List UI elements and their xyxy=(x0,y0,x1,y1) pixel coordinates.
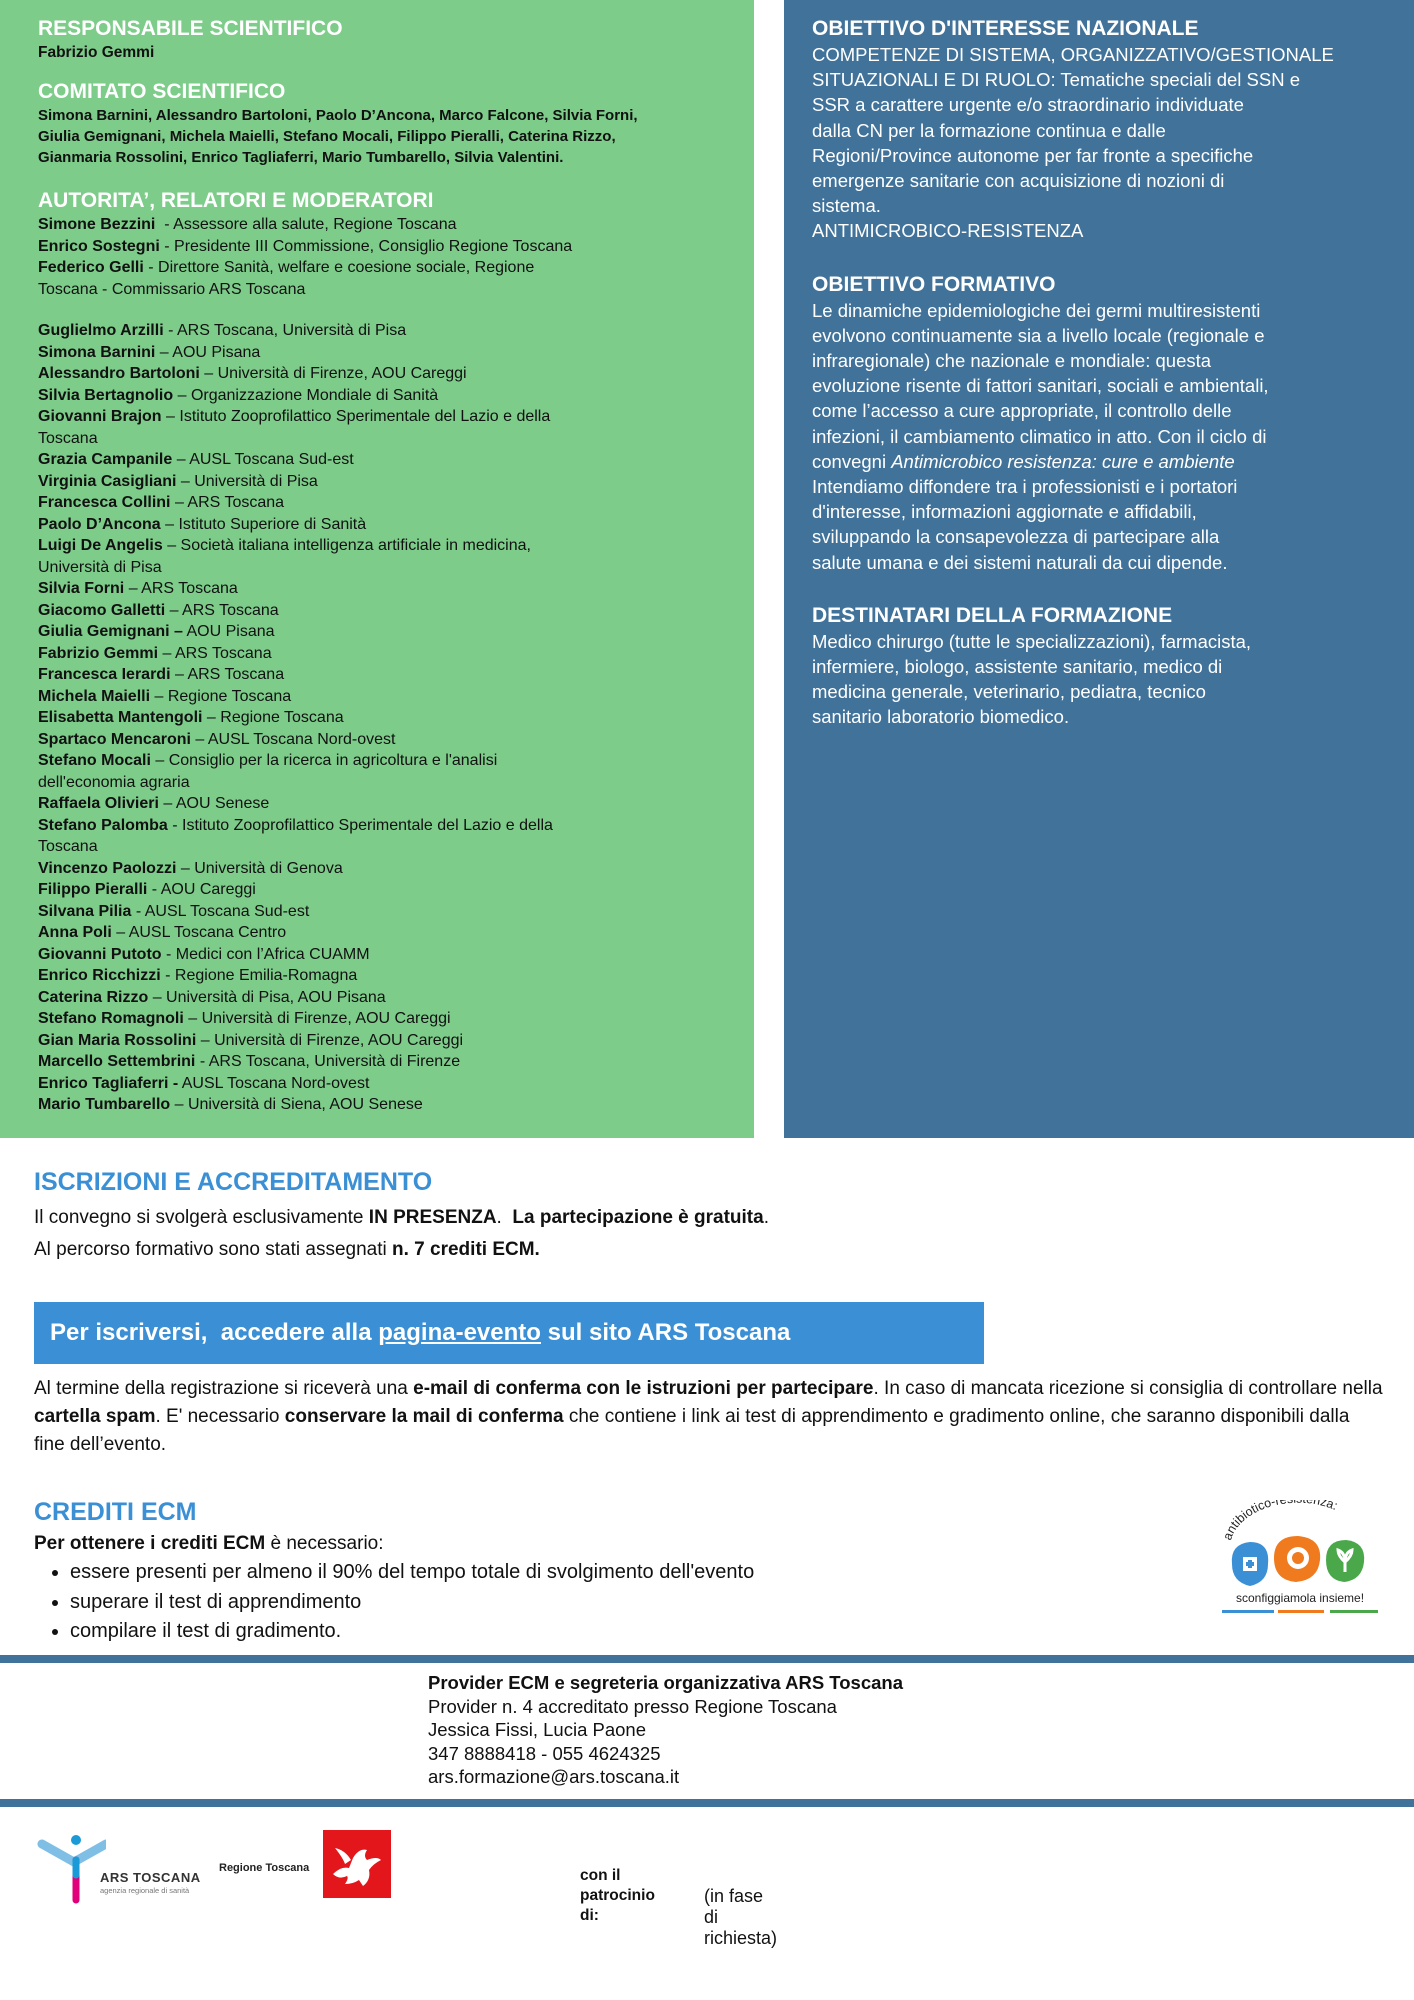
right-panel xyxy=(812,16,1392,730)
text-line: SSR a carattere urgente e/o straordinario individuate xyxy=(812,94,1244,116)
person-name: Virginia Casigliani xyxy=(38,472,177,490)
list-item xyxy=(38,664,738,686)
list-item xyxy=(38,342,738,364)
pagina-evento-link[interactable]: pagina-evento xyxy=(378,1319,541,1346)
separator: – xyxy=(176,859,195,877)
text-line: infermiere, biologo, assistente sanitario, medico di xyxy=(812,656,1223,678)
person-name: Mario Tumbarello xyxy=(38,1096,171,1113)
list-item xyxy=(38,944,738,966)
svg-text:sconfiggiamola insieme!: sconfiggiamola insieme! xyxy=(1235,1591,1365,1605)
person-name: Guglielmo Arzilli xyxy=(38,322,164,339)
person-role: Società italiana intelligenza artificiale in medicina, xyxy=(180,537,531,554)
person-name: Silvia Bertagnolio xyxy=(38,386,174,404)
person-role: Assessore alla salute, Regione Toscana xyxy=(173,216,457,233)
person-role: Regione Toscana xyxy=(167,687,292,705)
text-line: Regioni/Province autonome per far fronte a specifiche xyxy=(812,144,1254,166)
list-item xyxy=(38,514,738,536)
separator: – xyxy=(170,494,188,511)
badge-logo-icon xyxy=(1210,1500,1390,1625)
list-item xyxy=(38,257,738,279)
text-line: SITUAZIONALI E DI RUOLO: Tematiche speciali del SSN e xyxy=(812,69,1301,91)
obiettivo-formativo-convegni-line xyxy=(812,449,1392,474)
list-item xyxy=(38,815,738,837)
separator: - xyxy=(195,1053,209,1070)
destinatari-text xyxy=(812,629,1392,730)
list-item xyxy=(38,858,738,880)
separator: – xyxy=(173,386,191,404)
list-item xyxy=(38,922,738,944)
person-name: Silvia Forni xyxy=(38,580,125,597)
banner-text: Per iscriversi, accedere alla xyxy=(50,1319,379,1346)
person-name: Marcello Settembrini xyxy=(38,1053,196,1070)
list-item: • essere presenti per almeno il 90% del tempo totale di svolgimento dell'evento xyxy=(70,1558,754,1588)
person-role: ARS Toscana xyxy=(187,494,285,511)
left-panel xyxy=(38,16,738,1116)
list-item xyxy=(38,492,738,514)
separator: – xyxy=(162,537,181,554)
list-item xyxy=(38,707,738,729)
text-line: infezioni, il cambiamento climatico in atto. Con il ciclo di xyxy=(812,425,1267,447)
person-role: AUSL Toscana Centro xyxy=(128,924,287,941)
ars-name: ARS TOSCANA xyxy=(100,1870,201,1885)
list-item xyxy=(38,793,738,815)
comitato-line: Simona Barnini, Alessandro Bartoloni, Paolo D’Ancona, Marco Falcone, Silvia Forni, xyxy=(38,107,638,124)
crediti-requirements-list xyxy=(34,1558,754,1647)
provider-contacts: Jessica Fissi, Lucia Paone xyxy=(428,1719,646,1740)
person-name: Federico Gelli xyxy=(38,259,144,276)
person-name: Giovanni Putoto xyxy=(38,945,162,963)
obiettivo-nazionale-heading: OBIETTIVO D'INTERESSE NAZIONALE xyxy=(812,17,1199,40)
list-item xyxy=(38,385,738,407)
person-role: Università di Firenze, AOU Careggi xyxy=(214,1031,464,1049)
text-line: ANTIMICROBICO-RESISTENZA xyxy=(812,220,1084,242)
person-role: AUSL Toscana Sud-est xyxy=(189,451,354,468)
separator: – xyxy=(155,343,173,361)
provider-title: Provider ECM e segreteria organizzativa ARS Toscana xyxy=(428,1672,903,1693)
person-name: Enrico Tagliaferri - xyxy=(38,1074,179,1092)
person-role: Università di Pisa xyxy=(194,472,318,490)
separator: – xyxy=(172,451,190,468)
registration-info: Al termine della registrazione si riceverà una e-mail di conferma con le istruzioni per partecipare. In caso di mancata ricezione si consiglia di controllare nella cartella spam. E' necessario conservare la mail di conferma che contiene i link ai test di apprendimento e gradimento online, che saranno disponibili dalla fine dell’evento. xyxy=(34,1378,1383,1455)
svg-text:antibiotico-resistenza:: antibiotico-r nza: xyxy=(1220,1500,1340,1542)
list-item xyxy=(38,535,738,557)
person-name: Silvana Pilia xyxy=(38,902,132,920)
person-role: Medici con l’Africa CUAMM xyxy=(175,945,370,963)
iscrizioni-line-1: Il convegno si svolgerà esclusivamente IN PRESENZA. La partecipazione è gratuita. xyxy=(34,1207,769,1228)
separator: – xyxy=(196,1031,215,1049)
ars-logo-icon xyxy=(36,1830,106,1910)
list-item xyxy=(38,236,738,258)
crediti-heading: CREDITI ECM xyxy=(34,1498,197,1526)
separator: – xyxy=(161,408,180,425)
person-role: ARS Toscana, Università di Pisa xyxy=(176,322,407,339)
regione-toscana-logo xyxy=(323,1830,391,1898)
person-name: Alessandro Bartoloni xyxy=(38,365,200,382)
person-role: dell'economia agraria xyxy=(38,773,190,791)
person-role: AUSL Toscana Nord-ovest xyxy=(181,1074,370,1092)
list-item: • superare il test di apprendimento xyxy=(70,1588,754,1618)
person-role: ARS Toscana xyxy=(174,644,272,662)
separator: - xyxy=(160,967,175,984)
patrocinio-status: (in fase di richiesta) xyxy=(704,1886,778,1948)
text-line: sviluppando la consapevolezza di partecipare alla xyxy=(812,526,1220,548)
list-item xyxy=(38,320,738,342)
list-item xyxy=(38,279,738,301)
person-name: Michela Maielli xyxy=(38,687,151,705)
person-name: Stefano Mocali xyxy=(38,752,151,769)
text-line: emergenze sanitarie con acquisizione di nozioni di xyxy=(812,170,1225,192)
list-item xyxy=(38,214,738,236)
person-role: Università di Siena, AOU Senese xyxy=(187,1096,423,1113)
text-line: infraregionale) che nazionale e mondiale: questa xyxy=(812,350,1212,372)
person-role: Università di Firenze, AOU Careggi xyxy=(217,365,467,382)
person-role: Toscana xyxy=(38,838,98,855)
text-line: Medico chirurgo (tutte le specializzazioni), farmacista, xyxy=(812,630,1252,652)
list-item xyxy=(38,643,738,665)
person-name: Fabrizio Gemmi xyxy=(38,644,159,662)
obiettivo-formativo-text xyxy=(812,298,1392,449)
destinatari-heading: DESTINATARI DELLA FORMAZIONE xyxy=(812,603,1173,627)
separator: – xyxy=(148,988,167,1006)
authorities-list xyxy=(38,214,738,300)
registration-banner xyxy=(34,1302,984,1364)
separator: - xyxy=(131,902,145,920)
person-name: Simona Barnini xyxy=(38,343,156,361)
list-item xyxy=(38,578,738,600)
list-item xyxy=(38,449,738,471)
person-name: Vincenzo Paolozzi xyxy=(38,859,177,877)
list-item xyxy=(38,1030,738,1052)
person-role: ARS Toscana xyxy=(182,601,279,619)
person-name: Grazia Campanile xyxy=(38,451,173,468)
person-role: AOU Pisana xyxy=(186,623,275,640)
person-name: Francesca Ierardi xyxy=(38,666,171,683)
separator: – xyxy=(124,580,142,597)
text-line: evolvono continuamente sia a livello locale (regionale e xyxy=(812,324,1265,346)
person-role: ARS Toscana xyxy=(187,666,285,683)
separator: - xyxy=(163,322,177,339)
text-line: dalla CN per la formazione continua e dalle xyxy=(812,119,1166,141)
text-line: sanitario laboratorio biomedico. xyxy=(812,706,1070,728)
list-item xyxy=(38,600,738,622)
patrocinio-line: patrocinio xyxy=(580,1887,655,1904)
banner-text-end: sul sito ARS Toscana xyxy=(540,1319,791,1346)
person-name: Spartaco Mencaroni xyxy=(38,730,191,748)
person-role: Istituto Zooprofilattico Sperimentale del Lazio e della xyxy=(179,408,551,425)
person-role: Università di Firenze, AOU Careggi xyxy=(201,1010,451,1027)
speakers-list xyxy=(38,320,738,1116)
text-line: evoluzione risente di fattori sanitari, sociali e ambientali, xyxy=(812,375,1269,397)
person-name: Paolo D’Ancona xyxy=(38,515,161,533)
separator: – xyxy=(158,795,176,812)
person-name: Filippo Pieralli xyxy=(38,881,148,898)
person-role: Toscana - Commissario ARS Toscana xyxy=(38,280,306,298)
text-line: medicina generale, veterinario, pediatra, tecnico xyxy=(812,681,1206,703)
person-name: Luigi De Angelis xyxy=(38,537,163,554)
separator: – xyxy=(190,730,208,748)
obiettivo-formativo-heading: OBIETTIVO FORMATIVO xyxy=(812,272,1056,296)
separator: – xyxy=(160,515,179,533)
separator: – xyxy=(199,365,218,382)
separator: - xyxy=(143,259,159,276)
separator: – xyxy=(150,752,169,769)
separator: – xyxy=(111,924,129,941)
text-line: come l’accesso a cure appropriate, il controllo delle xyxy=(812,400,1232,422)
list-item xyxy=(38,836,738,858)
pegasus-icon xyxy=(323,1830,391,1898)
person-name: Stefano Palomba xyxy=(38,816,168,834)
separator: - xyxy=(147,881,161,898)
person-name: Giulia Gemignani – xyxy=(38,623,183,640)
separator: – xyxy=(170,1096,188,1113)
list-item xyxy=(38,1051,738,1073)
person-name: Stefano Romagnoli xyxy=(38,1010,184,1027)
person-role: Istituto Zooprofilattico Sperimentale del Lazio e della xyxy=(182,816,553,834)
list-item xyxy=(38,1073,738,1095)
list-item xyxy=(38,686,738,708)
patrocinio-line: con il xyxy=(580,1867,621,1884)
person-role: Presidente III Commissione, Consiglio Regione Toscana xyxy=(174,237,573,255)
person-name: Elisabetta Mantengoli xyxy=(38,709,203,726)
convegni-text: convegni xyxy=(812,450,892,472)
provider-phone: 347 8888418 - 055 4624325 xyxy=(428,1742,661,1764)
comitato-heading: COMITATO SCIENTIFICO xyxy=(38,80,286,103)
list-item: • compilare il test di gradimento. xyxy=(70,1617,754,1647)
list-item xyxy=(38,557,738,579)
list-item xyxy=(38,406,738,428)
person-role: Toscana xyxy=(38,429,98,447)
person-name: Caterina Rizzo xyxy=(38,988,149,1006)
patrocinio-line: di: xyxy=(580,1907,599,1924)
antibiotico-resistenza-badge xyxy=(1210,1500,1390,1625)
list-item xyxy=(38,879,738,901)
iscrizioni-line-2: Al percorso formativo sono stati assegnati n. 7 crediti ECM. xyxy=(34,1239,540,1260)
regione-toscana-label: Regione Toscana xyxy=(219,1862,310,1874)
iscrizioni-heading: ISCRIZIONI E ACCREDITAMENTO xyxy=(34,1168,433,1196)
list-item xyxy=(38,471,738,493)
divider-bottom xyxy=(0,1799,1414,1807)
person-role: ARS Toscana xyxy=(141,580,238,597)
person-role: Regione Toscana xyxy=(220,709,344,726)
list-item xyxy=(38,965,738,987)
list-item xyxy=(38,901,738,923)
list-item xyxy=(38,729,738,751)
text-line: Intendiamo diffondere tra i professionisti e i portatori xyxy=(812,476,1238,498)
separator: – xyxy=(202,709,221,726)
person-role: AOU Pisana xyxy=(172,343,261,361)
person-role: AUSL Toscana Nord-ovest xyxy=(207,730,396,748)
list-item xyxy=(38,621,738,643)
separator: - xyxy=(167,816,183,834)
list-item xyxy=(38,1008,738,1030)
list-item xyxy=(38,1094,738,1116)
divider-top xyxy=(0,1655,1414,1663)
person-name: Giovanni Brajon xyxy=(38,408,162,425)
separator: – xyxy=(150,687,168,705)
list-item xyxy=(38,772,738,794)
patrocinio-label xyxy=(580,1866,655,1926)
list-item xyxy=(38,428,738,450)
text-line: d'interesse, informazioni aggiornate e affidabili, xyxy=(812,501,1197,523)
person-role: Università di Genova xyxy=(194,859,343,877)
obiettivo-formativo-text-continued xyxy=(812,474,1392,575)
person-role: AOU Senese xyxy=(175,795,270,812)
person-role: ARS Toscana, Università di Firenze xyxy=(208,1053,461,1070)
person-role: Regione Emilia-Romagna xyxy=(174,967,358,984)
person-role: Organizzazione Mondiale di Sanità xyxy=(190,386,439,404)
list-item xyxy=(38,363,738,385)
provider-block xyxy=(428,1671,903,1789)
text-line: sistema. xyxy=(812,195,881,217)
person-name: Francesca Collini xyxy=(38,494,171,511)
list-item xyxy=(38,750,738,772)
ars-toscana-logo xyxy=(36,1830,206,1910)
provider-line: Provider n. 4 accreditato presso Regione Toscana xyxy=(428,1695,837,1717)
person-role: AUSL Toscana Sud-est xyxy=(144,902,310,920)
autorita-heading: AUTORITA’, RELATORI E MODERATORI xyxy=(38,189,434,212)
person-name: Gian Maria Rossolini xyxy=(38,1031,197,1049)
person-name: Anna Poli xyxy=(38,924,112,941)
person-role: Direttore Sanità, welfare e coesione sociale, Regione xyxy=(158,259,535,276)
list-item xyxy=(38,987,738,1009)
responsabile-name: Fabrizio Gemmi xyxy=(38,44,155,61)
separator: – xyxy=(170,666,188,683)
person-role: Consiglio per la ricerca in agricoltura e l'analisi xyxy=(168,752,498,769)
person-role: Istituto Superiore di Sanità xyxy=(178,515,367,533)
person-name: Simone Bezzini xyxy=(38,216,156,233)
separator: - xyxy=(159,237,175,255)
comitato-line: Giulia Gemignani, Michela Maielli, Stefano Mocali, Filippo Pieralli, Caterina Rizzo, xyxy=(38,128,616,145)
separator: - xyxy=(155,216,174,233)
text-line: Le dinamiche epidemiologiche dei germi multiresistenti xyxy=(812,299,1261,321)
person-role: AOU Careggi xyxy=(160,881,256,898)
responsabile-heading: RESPONSABILE SCIENTIFICO xyxy=(38,17,343,40)
separator: – xyxy=(176,472,195,490)
text-line: salute umana e dei sistemi naturali da cui dipende. xyxy=(812,551,1228,573)
provider-email[interactable]: ars.formazione@ars.toscana.it xyxy=(428,1766,680,1787)
person-role: Università di Pisa xyxy=(38,558,162,576)
separator: – xyxy=(183,1010,202,1027)
separator: - xyxy=(161,945,176,963)
person-name: Raffaela Olivieri xyxy=(38,795,159,812)
person-name: Enrico Sostegni xyxy=(38,237,160,255)
crediti-intro: Per ottenere i crediti ECM è necessario: xyxy=(34,1533,384,1554)
convegni-title-italic: Antimicrobico resistenza: cure e ambiente xyxy=(891,450,1235,472)
ars-subtitle: agenzia regionale di sanità xyxy=(100,1886,190,1895)
obiettivo-nazionale-text xyxy=(812,42,1392,244)
comitato-line: Gianmaria Rossolini, Enrico Tagliaferri, Mario Tumbarello, Silvia Valentini. xyxy=(38,149,564,166)
person-role: Università di Pisa, AOU Pisana xyxy=(166,988,386,1006)
person-name: Enrico Ricchizzi xyxy=(38,967,161,984)
person-name: Giacomo Galletti xyxy=(38,601,166,619)
separator: – xyxy=(158,644,175,662)
separator: – xyxy=(165,601,183,619)
text-line: COMPETENZE DI SISTEMA, ORGANIZZATIVO/GESTIONALE xyxy=(812,44,1334,65)
comitato-list xyxy=(38,105,738,168)
